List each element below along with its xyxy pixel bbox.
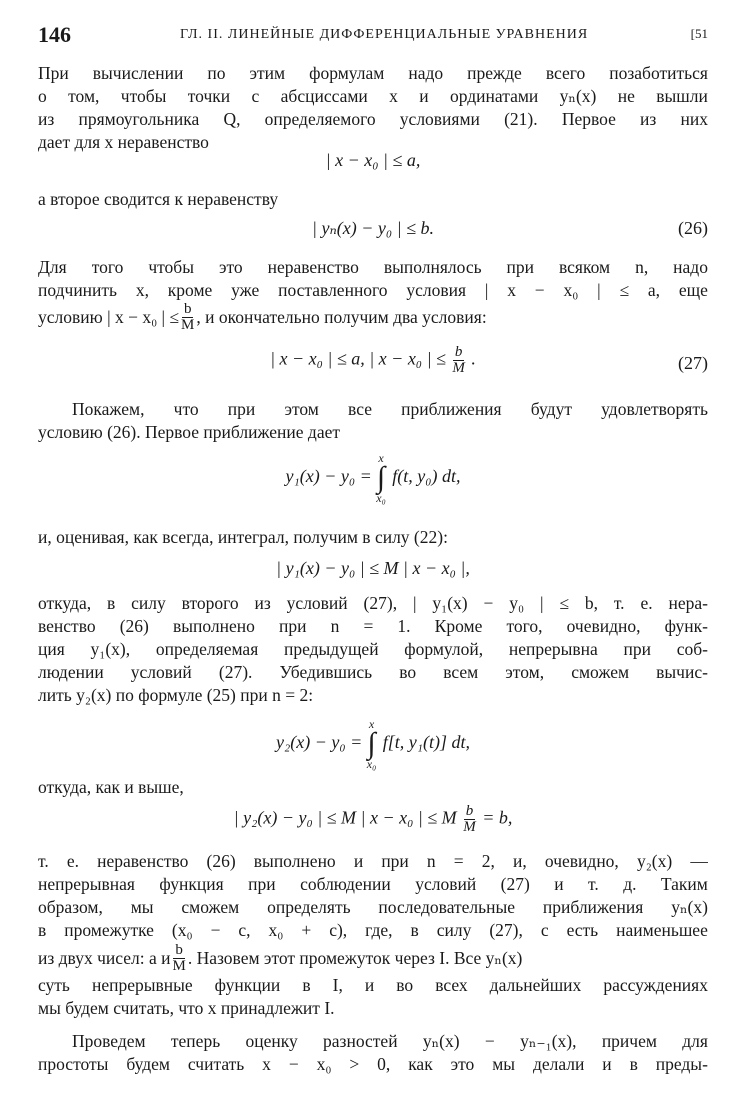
text-line: ция y₁(x), определяемая предыдущей формулой, непрерывна при соб- (38, 639, 708, 659)
paragraph-9 (38, 1030, 708, 1076)
text-line: Для того чтобы это неравенство выполнялось при всяком n, надо (38, 257, 708, 277)
running-header (38, 22, 708, 52)
equation-27-dot: . (471, 348, 476, 369)
integral-1-right: f(t, y₀) dt, (392, 466, 461, 487)
text-fragment: . Назовем этот промежуток через I. Все yₙ(x) (187, 947, 523, 968)
text-line: людении условий (27). Убедившись во всем этом, сможем вычис- (38, 662, 708, 682)
text-line: и, оценивая, как всегда, интеграл, получим в силу (22): (38, 527, 448, 547)
equation-estimate-1: | y₁(x) − y₀ | ≤ M | x − x₀ |, (276, 558, 470, 578)
fraction-numerator: b (175, 941, 183, 958)
text-line: При вычислении по этим формулам надо прежде всего позаботиться (38, 63, 708, 83)
paragraph-6 (38, 592, 708, 707)
text-fragment: , и окончательно получим два условия: (196, 306, 487, 327)
integral-2-right: f[t, y₁(t)] dt, (382, 732, 470, 753)
integral-upper-limit: x (378, 451, 384, 465)
estimate-2-right: = b, (482, 807, 513, 828)
estimate-2-left: | y₂(x) − y₀ | ≤ M | x − x₀ | ≤ M (233, 807, 457, 828)
equation-number-26: (26) (678, 218, 708, 238)
integral-lower-limit: x₀ (376, 491, 386, 505)
text-line: лить y₂(x) по формуле (25) при n = 2: (38, 685, 314, 705)
fraction-b-over-m (181, 302, 194, 333)
text-line-with-fraction (38, 302, 708, 332)
integral-symbol: ∫ (367, 727, 376, 760)
paragraph-1 (38, 62, 708, 154)
fraction-numerator: b (454, 344, 463, 360)
integral-symbol: ∫ (376, 461, 386, 494)
fraction-denominator: M (172, 957, 186, 974)
integral-sign (376, 452, 386, 504)
text-line: подчинить x, кроме уже поставленного условия | x − x₀ | ≤ a, еще (38, 280, 708, 300)
text-line: образом, мы сможем определять последовательные приближения yₙ(x) (38, 897, 708, 917)
text-line: Покажем, что при этом все приближения будут удовлетворять (72, 399, 708, 419)
integral-lower-limit: x₀ (366, 757, 377, 771)
section-mark: [51 (690, 26, 708, 41)
text-line: Проведем теперь оценку разностей yₙ(x) − yₙ₋₁(x), причем для (72, 1031, 708, 1051)
fraction-b-over-m (452, 345, 465, 376)
fraction-numerator: b (465, 803, 474, 819)
text-line: а второе сводится к неравенству (38, 189, 279, 209)
equation-abs-x: | x − x₀ | ≤ a, (325, 150, 421, 170)
fraction-denominator: M (452, 360, 465, 376)
page-number: 146 (38, 22, 71, 47)
paragraph-4 (38, 398, 708, 444)
fraction-denominator: M (181, 316, 195, 333)
text-line: условию (26). Первое приближение дает (38, 422, 341, 442)
paragraph-3 (38, 256, 708, 332)
text-line: т. е. неравенство (26) выполнено и при n = 2, и, очевидно, y₂(x) — (38, 851, 708, 871)
equation-integral-2 (38, 718, 708, 770)
equation-27 (38, 345, 708, 376)
integral-1-left: y₁(x) − y₀ = (285, 466, 372, 487)
fraction-denominator: M (463, 819, 476, 835)
integral-2-left: y₂(x) − y₀ = (275, 732, 363, 753)
paragraph-8 (38, 850, 708, 1020)
text-line: из прямоугольника Q, определяемого условиями (21). Первое из них (38, 109, 708, 129)
equation-number-27: (27) (678, 353, 708, 373)
chapter-title: ГЛ. II. ЛИНЕЙНЫЕ ДИФФЕРЕНЦИАЛЬНЫЕ УРАВНЕНИЯ (180, 27, 589, 42)
paragraph-2 (38, 188, 708, 211)
text-line: откуда, как и выше, (38, 777, 184, 797)
paragraph-5 (38, 526, 708, 549)
text-line: откуда, в силу второго из условий (27), | y₁(x) − y₀ | ≤ b, т. е. нера- (38, 593, 708, 613)
fraction-b-over-m (463, 804, 476, 835)
text-fragment: из двух чисел: a и (38, 947, 171, 968)
text-line: венство (26) выполнено при n = 1. Кроме того, очевидно, функ- (38, 616, 708, 636)
paragraph-7 (38, 776, 708, 799)
equation-27-left: | x − x₀ | ≤ a, | x − x₀ | ≤ (270, 348, 446, 369)
text-line: о том, чтобы точки с абсциссами x и ординатами yₙ(x) не вышли (38, 86, 708, 106)
equation-estimate-2 (38, 804, 708, 835)
fraction-numerator: b (183, 300, 192, 317)
integral-upper-limit: x (368, 717, 375, 731)
equation-26 (38, 218, 708, 239)
text-line: в промежутке (x₀ − c, x₀ + c), где, в силу (27), c есть наименьшее (38, 920, 708, 940)
text-fragment: условию | x − x₀ | ≤ (38, 306, 180, 327)
integral-sign (367, 718, 377, 770)
text-line-with-fraction (38, 942, 708, 974)
text-line: дает для x неравенство (38, 132, 209, 152)
text-line: непрерывная функция при соблюдении условий (27) и т. д. Таким (38, 874, 708, 894)
text-line: суть непрерывные функции в I, и во всех дальнейших рассуждениях (38, 975, 708, 995)
fraction-b-over-m (173, 943, 186, 974)
equation-26-body: | yₙ(x) − y₀ | ≤ b. (312, 218, 434, 238)
equation-integral-1 (38, 452, 708, 504)
text-line: мы будем считать, что x принадлежит I. (38, 998, 335, 1018)
text-line: простоты будем считать x − x₀ > 0, как это мы делали и в преды- (38, 1054, 708, 1074)
